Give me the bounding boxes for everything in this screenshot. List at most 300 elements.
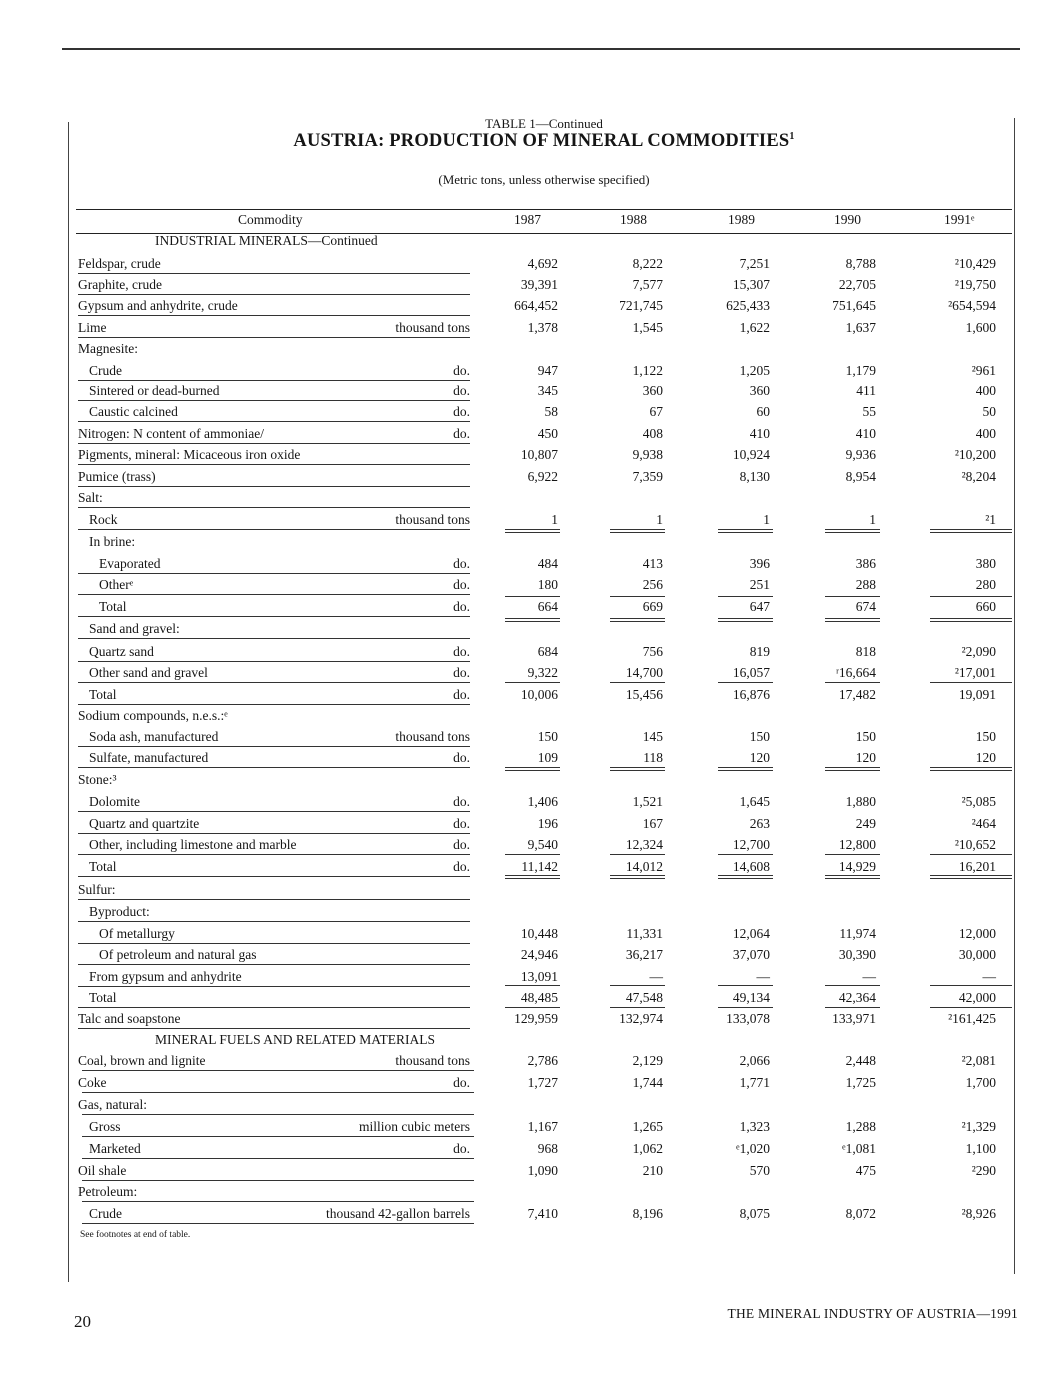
- sum-rule: [718, 682, 773, 683]
- header-1991: 1991ᵉ: [944, 212, 975, 227]
- cell-value: 1: [551, 512, 558, 527]
- cell-value: 345: [537, 383, 558, 398]
- table-row: [0, 683, 1050, 705]
- cell-value: 8,954: [845, 469, 876, 484]
- cell-value: 12,800: [838, 837, 876, 852]
- cell-value: 37,070: [732, 947, 770, 962]
- row-label: MINERAL FUELS AND RELATED MATERIALS: [155, 1032, 435, 1047]
- cell-value: ²5,085: [961, 794, 996, 809]
- cell-value: 8,130: [739, 469, 770, 484]
- cell-value: 413: [642, 556, 663, 571]
- table-row: [0, 552, 1050, 574]
- cell-value: 1,062: [632, 1141, 663, 1156]
- cell-value: ²654,594: [948, 298, 996, 313]
- cell-value: 132,974: [619, 1011, 663, 1026]
- row-unit: thousand tons: [395, 320, 470, 335]
- cell-value: 133,971: [832, 1011, 876, 1026]
- cell-value: 1,122: [632, 363, 663, 378]
- row-unit: do.: [453, 644, 470, 659]
- cell-value: 400: [975, 383, 996, 398]
- cell-value: 1,167: [527, 1119, 558, 1134]
- cell-value: ²2,090: [961, 644, 996, 659]
- cell-value: 1,880: [845, 794, 876, 809]
- cell-value: —: [982, 969, 996, 984]
- row-label: Nitrogen: N content of ammoniae/: [78, 426, 264, 441]
- cell-value: 1,090: [527, 1163, 558, 1178]
- table-row: [0, 508, 1050, 530]
- header-commodity: Commodity: [238, 212, 303, 227]
- cell-value: 42,000: [958, 990, 996, 1005]
- cell-value: 120: [975, 750, 996, 765]
- row-label: Pigments, mineral: Micaceous iron oxide: [78, 447, 301, 462]
- cell-value: 669: [642, 599, 663, 614]
- cell-value: 1,205: [739, 363, 770, 378]
- cell-value: 2,786: [527, 1053, 558, 1068]
- cell-value: 39,391: [520, 277, 558, 292]
- cell-value: 7,251: [739, 256, 770, 271]
- cell-value: ²10,429: [954, 256, 996, 271]
- total-double-rule: [718, 529, 773, 533]
- cell-value: 380: [975, 556, 996, 571]
- row-label: Of petroleum and natural gas: [99, 947, 257, 962]
- header-1987: 1987: [514, 212, 541, 227]
- cell-value: 386: [855, 556, 876, 571]
- cell-value: 24,946: [520, 947, 558, 962]
- total-double-rule: [825, 875, 880, 879]
- cell-value: 16,876: [732, 687, 770, 702]
- row-label: Petroleum:: [78, 1184, 138, 1199]
- table-row: [0, 1159, 1050, 1181]
- cell-value: 12,000: [958, 926, 996, 941]
- cell-value: 288: [855, 577, 876, 592]
- cell-value: 1,179: [845, 363, 876, 378]
- footnote: See footnotes at end of table.: [80, 1230, 191, 1240]
- row-label: Crude: [89, 1206, 122, 1221]
- sum-rule: [718, 1007, 773, 1008]
- row-label: Total: [89, 859, 117, 874]
- table-row: [0, 986, 1050, 1008]
- cell-value: 756: [642, 644, 663, 659]
- cell-value: 47,548: [625, 990, 663, 1005]
- cell-value: 625,433: [726, 298, 770, 313]
- row-unit: do.: [453, 837, 470, 852]
- row-label: Marketed: [89, 1141, 141, 1156]
- cell-value: 1,700: [965, 1075, 996, 1090]
- cell-value: 1: [656, 512, 663, 527]
- cell-value: 410: [855, 426, 876, 441]
- row-label: Pumice (trass): [78, 469, 156, 484]
- cell-value: 1,744: [632, 1075, 663, 1090]
- header-1990: 1990: [834, 212, 861, 227]
- cell-value: 818: [855, 644, 876, 659]
- row-unit: do.: [453, 750, 470, 765]
- cell-value: 150: [975, 729, 996, 744]
- running-head: THE MINERAL INDUSTRY OF AUSTRIA—1991: [727, 1306, 1018, 1321]
- sum-rule: [718, 854, 773, 855]
- table-row: [0, 812, 1050, 834]
- row-label: Coke: [78, 1075, 107, 1090]
- row-label: Other, including limestone and marble: [89, 837, 297, 852]
- row-unit: do.: [453, 816, 470, 831]
- total-double-rule: [718, 618, 773, 622]
- cell-value: 11,974: [839, 926, 876, 941]
- row-label: Sulfate, manufactured: [89, 750, 209, 765]
- table-caption: TABLE 1—Continued: [485, 116, 603, 131]
- cell-value: ²8,204: [961, 469, 996, 484]
- cell-value: 4,692: [527, 256, 558, 271]
- row-label: Sulfur:: [78, 882, 116, 897]
- cell-value: 210: [642, 1163, 663, 1178]
- cell-value: 36,217: [625, 947, 663, 962]
- cell-value: 8,788: [845, 256, 876, 271]
- table-row: [0, 1137, 1050, 1159]
- sum-rule: [930, 854, 1012, 855]
- cell-value: 396: [749, 556, 770, 571]
- row-label: Quartz sand: [89, 644, 154, 659]
- cell-value: 8,072: [845, 1206, 876, 1221]
- row-label: Dolomite: [89, 794, 140, 809]
- title-footnote: 1: [789, 131, 795, 142]
- sum-rule: [610, 985, 665, 986]
- table-row: [0, 790, 1050, 812]
- cell-value: 400: [975, 426, 996, 441]
- cell-value: 7,577: [632, 277, 663, 292]
- row-label: Otherᵉ: [99, 577, 134, 592]
- table-row: [0, 1202, 1050, 1224]
- sum-rule: [930, 596, 1012, 597]
- table-row: [0, 294, 1050, 316]
- table-row: [0, 443, 1050, 465]
- cell-value: 9,936: [845, 447, 876, 462]
- header-top-rule: [76, 209, 1012, 210]
- cell-value: 249: [855, 816, 876, 831]
- cell-value: 10,006: [520, 687, 558, 702]
- cell-value: 1,725: [845, 1075, 876, 1090]
- total-double-rule: [505, 618, 560, 622]
- cell-value: 10,807: [520, 447, 558, 462]
- cell-value: 256: [642, 577, 663, 592]
- row-label: Quartz and quartzite: [89, 816, 200, 831]
- table-row: [0, 1115, 1050, 1137]
- row-unit: do.: [453, 1141, 470, 1156]
- table-row: [0, 400, 1050, 422]
- total-double-rule: [930, 529, 1012, 533]
- row-label: Talc and soapstone: [78, 1011, 181, 1026]
- sum-rule: [610, 1007, 665, 1008]
- cell-value: 1,600: [965, 320, 996, 335]
- cell-value: 664,452: [514, 298, 558, 313]
- cell-value: 150: [749, 729, 770, 744]
- cell-value: ᵉ1,020: [736, 1141, 770, 1156]
- cell-value: 475: [855, 1163, 876, 1178]
- table-row: [0, 833, 1050, 855]
- cell-value: 450: [537, 426, 558, 441]
- cell-value: 60: [756, 404, 770, 419]
- table-row: [0, 337, 1050, 359]
- row-unit: do.: [453, 363, 470, 378]
- cell-value: 1,100: [965, 1141, 996, 1156]
- row-unit: thousand tons: [395, 1053, 470, 1068]
- cell-value: 49,134: [732, 990, 770, 1005]
- total-double-rule: [610, 618, 665, 622]
- row-label: Sodium compounds, n.e.s.:ᵉ: [78, 708, 228, 723]
- row-label: Other sand and gravel: [89, 665, 208, 680]
- cell-value: ²290: [971, 1163, 996, 1178]
- row-unit: thousand tons: [395, 729, 470, 744]
- cell-value: ²19,750: [954, 277, 996, 292]
- total-double-rule: [610, 529, 665, 533]
- total-double-rule: [825, 767, 880, 771]
- cell-value: ʳ16,664: [835, 665, 876, 680]
- row-label: Gas, natural:: [78, 1097, 147, 1112]
- cell-value: 16,057: [732, 665, 770, 680]
- sum-rule: [930, 1007, 1012, 1008]
- table-row: [0, 922, 1050, 944]
- cell-value: 1: [763, 512, 770, 527]
- page-number: 20: [74, 1312, 91, 1331]
- row-label: Byproduct:: [89, 904, 150, 919]
- cell-value: 968: [537, 1141, 558, 1156]
- table-row: [0, 530, 1050, 552]
- row-unit: thousand 42-gallon barrels: [326, 1206, 470, 1221]
- cell-value: 1,323: [739, 1119, 770, 1134]
- cell-value: ²8,926: [961, 1206, 996, 1221]
- total-double-rule: [718, 875, 773, 879]
- cell-value: 2,066: [739, 1053, 770, 1068]
- row-label: Magnesite:: [78, 341, 138, 356]
- table-row: [0, 878, 1050, 900]
- row-label: Oil shale: [78, 1163, 127, 1178]
- total-double-rule: [930, 767, 1012, 771]
- table-row: [0, 768, 1050, 790]
- cell-value: 109: [537, 750, 558, 765]
- row-label: Soda ash, manufactured: [89, 729, 219, 744]
- cell-value: 30,000: [958, 947, 996, 962]
- cell-value: 8,075: [739, 1206, 770, 1221]
- cell-value: 145: [642, 729, 663, 744]
- total-double-rule: [718, 767, 773, 771]
- row-label: Total: [99, 599, 127, 614]
- row-label: Gross: [89, 1119, 121, 1134]
- cell-value: 684: [537, 644, 558, 659]
- cell-value: 42,364: [838, 990, 876, 1005]
- sum-rule: [505, 1007, 560, 1008]
- total-double-rule: [930, 618, 1012, 622]
- cell-value: 50: [982, 404, 996, 419]
- cell-value: 280: [975, 577, 996, 592]
- cell-value: 751,645: [832, 298, 876, 313]
- cell-value: ²1,329: [961, 1119, 996, 1134]
- cell-value: ²161,425: [948, 1011, 996, 1026]
- row-label: Coal, brown and lignite: [78, 1053, 206, 1068]
- row-unit: do.: [453, 665, 470, 680]
- cell-value: 360: [642, 383, 663, 398]
- cell-value: 22,705: [838, 277, 876, 292]
- cell-value: 12,324: [625, 837, 663, 852]
- row-label: From gypsum and anhydrite: [89, 969, 242, 984]
- header-1989: 1989: [728, 212, 755, 227]
- row-rule: [78, 638, 470, 639]
- table-row: [0, 1028, 1050, 1050]
- sum-rule: [505, 596, 560, 597]
- cell-value: 58: [544, 404, 558, 419]
- cell-value: 570: [749, 1163, 770, 1178]
- cell-value: ²2,081: [961, 1053, 996, 1068]
- cell-value: 12,700: [732, 837, 770, 852]
- cell-value: 150: [537, 729, 558, 744]
- total-double-rule: [930, 875, 1012, 879]
- cell-value: 120: [749, 750, 770, 765]
- cell-value: 17,482: [838, 687, 876, 702]
- cell-value: 30,390: [838, 947, 876, 962]
- sum-rule: [505, 985, 560, 986]
- cell-value: 19,091: [958, 687, 996, 702]
- cell-value: 1: [869, 512, 876, 527]
- table-row: [0, 1071, 1050, 1093]
- row-rule: [78, 876, 470, 877]
- table-subtitle: (Metric tons, unless otherwise specified): [438, 172, 650, 187]
- table-row: [0, 1093, 1050, 1115]
- row-label: Evaporated: [99, 556, 161, 571]
- cell-value: 1,545: [632, 320, 663, 335]
- cell-value: 9,322: [527, 665, 558, 680]
- row-unit: million cubic meters: [359, 1119, 470, 1134]
- total-double-rule: [505, 875, 560, 879]
- cell-value: 133,078: [726, 1011, 770, 1026]
- row-label: Crude: [89, 363, 122, 378]
- row-label: Lime: [78, 320, 107, 335]
- cell-value: 48,485: [520, 990, 558, 1005]
- cell-value: 8,222: [632, 256, 663, 271]
- sum-rule: [718, 596, 773, 597]
- cell-value: 1,288: [845, 1119, 876, 1134]
- cell-value: 484: [537, 556, 558, 571]
- cell-value: —: [649, 969, 663, 984]
- table-row: [0, 359, 1050, 381]
- cell-value: 16,201: [958, 859, 996, 874]
- sum-rule: [930, 985, 1012, 986]
- cell-value: 14,608: [732, 859, 770, 874]
- cell-value: 408: [642, 426, 663, 441]
- cell-value: 360: [749, 383, 770, 398]
- row-unit: do.: [453, 577, 470, 592]
- cell-value: 721,745: [619, 298, 663, 313]
- row-label: Gypsum and anhydrite, crude: [78, 298, 238, 313]
- cell-value: 7,359: [632, 469, 663, 484]
- row-label: Sand and gravel:: [89, 621, 180, 636]
- cell-value: 1,727: [527, 1075, 558, 1090]
- row-rule: [82, 1223, 474, 1224]
- sum-rule: [825, 596, 880, 597]
- row-unit: do.: [453, 426, 470, 441]
- cell-value: 6,922: [527, 469, 558, 484]
- sum-rule: [825, 854, 880, 855]
- top-rule: [62, 48, 1020, 50]
- table-row: [0, 725, 1050, 747]
- cell-value: 1,771: [739, 1075, 770, 1090]
- cell-value: 15,307: [732, 277, 770, 292]
- cell-value: 8,196: [632, 1206, 663, 1221]
- cell-value: 411: [856, 383, 876, 398]
- cell-value: 12,064: [732, 926, 770, 941]
- sum-rule: [610, 596, 665, 597]
- cell-value: ²10,652: [954, 837, 996, 852]
- row-unit: do.: [453, 1075, 470, 1090]
- cell-value: —: [756, 969, 770, 984]
- cell-value: 13,091: [520, 969, 558, 984]
- sum-rule: [825, 985, 880, 986]
- cell-value: 55: [862, 404, 876, 419]
- sum-rule: [718, 985, 773, 986]
- row-label: Graphite, crude: [78, 277, 162, 292]
- table-row: [0, 229, 1050, 251]
- cell-value: 819: [749, 644, 770, 659]
- table-title-text: AUSTRIA: PRODUCTION OF MINERAL COMMODITIES: [293, 131, 790, 152]
- total-double-rule: [825, 618, 880, 622]
- cell-value: 14,929: [838, 859, 876, 874]
- sum-rule: [930, 682, 1012, 683]
- cell-value: 15,456: [625, 687, 663, 702]
- row-unit: do.: [453, 794, 470, 809]
- cell-value: 196: [537, 816, 558, 831]
- cell-value: 150: [855, 729, 876, 744]
- cell-value: 118: [643, 750, 663, 765]
- cell-value: ²1: [985, 512, 996, 527]
- total-double-rule: [610, 875, 665, 879]
- row-label: Sintered or dead-burned: [89, 383, 220, 398]
- table-row: [0, 640, 1050, 662]
- table-row: [0, 1180, 1050, 1202]
- total-double-rule: [825, 529, 880, 533]
- table-row: [0, 1049, 1050, 1071]
- row-label: Total: [89, 990, 117, 1005]
- sum-rule: [825, 1007, 880, 1008]
- table-row: [0, 273, 1050, 295]
- cell-value: 14,700: [625, 665, 663, 680]
- row-unit: do.: [453, 383, 470, 398]
- row-unit: thousand tons: [395, 512, 470, 527]
- row-label: In brine:: [89, 534, 136, 549]
- table-row: [0, 704, 1050, 726]
- cell-value: 7,410: [527, 1206, 558, 1221]
- table-row: [0, 1007, 1050, 1029]
- cell-value: 1,622: [739, 320, 770, 335]
- sum-rule: [505, 682, 560, 683]
- total-double-rule: [610, 767, 665, 771]
- cell-value: ²17,001: [954, 665, 996, 680]
- table-row: [0, 595, 1050, 617]
- header-1988: 1988: [620, 212, 647, 227]
- cell-value: ᵉ1,081: [842, 1141, 876, 1156]
- cell-value: ²10,200: [954, 447, 996, 462]
- sum-rule: [610, 682, 665, 683]
- row-unit: do.: [453, 556, 470, 571]
- table-row: [0, 855, 1050, 877]
- sum-rule: [825, 682, 880, 683]
- cell-value: 9,540: [527, 837, 558, 852]
- cell-value: 2,129: [632, 1053, 663, 1068]
- cell-value: 2,448: [845, 1053, 876, 1068]
- row-unit: do.: [453, 687, 470, 702]
- cell-value: 14,012: [625, 859, 663, 874]
- cell-value: 1,637: [845, 320, 876, 335]
- cell-value: 410: [749, 426, 770, 441]
- table-row: [0, 379, 1050, 401]
- sum-rule: [505, 854, 560, 855]
- row-label: Rock: [89, 512, 118, 527]
- row-label: Total: [89, 687, 117, 702]
- cell-value: 129,959: [514, 1011, 558, 1026]
